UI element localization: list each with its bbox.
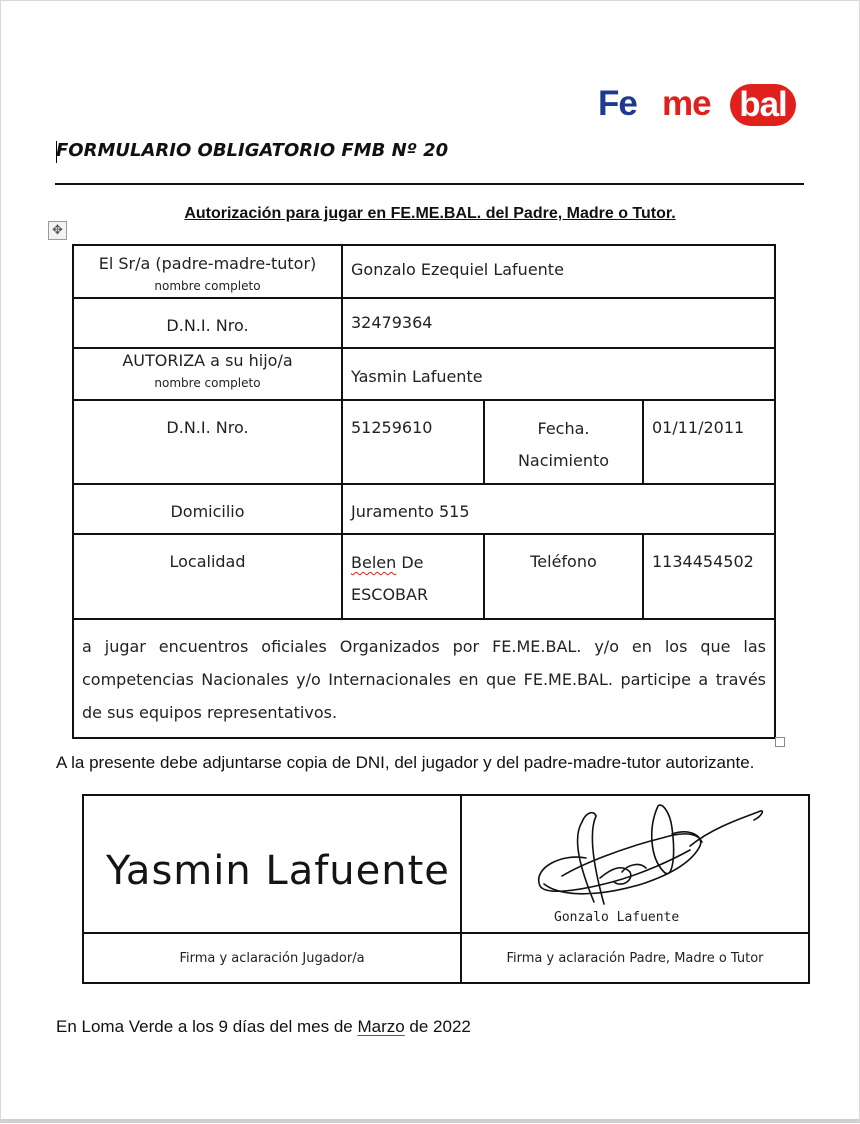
parent-dni-field[interactable]: 32479364 <box>342 298 775 348</box>
parent-signature-name: Gonzalo Lafuente <box>554 910 680 925</box>
child-label-cell <box>73 348 342 400</box>
table-row <box>73 400 775 484</box>
logo-part-bal: bal <box>730 84 796 126</box>
table-row <box>73 245 775 298</box>
authorization-table <box>72 244 776 739</box>
form-subtitle[interactable]: Autorización para jugar en FE.ME.BAL. del Padre, Madre o Tutor. <box>184 205 676 222</box>
birth-label-cell <box>484 400 643 484</box>
locality-field[interactable] <box>342 534 484 619</box>
locality-word-belen: Belen <box>351 553 397 572</box>
address-label: Domicilio <box>73 484 342 534</box>
locality-word-de: De <box>396 553 424 572</box>
phone-label: Teléfono <box>484 534 643 619</box>
child-dni-label: D.N.I. Nro. <box>73 400 342 484</box>
child-sublabel: nombre completo <box>154 376 261 390</box>
table-row <box>73 484 775 534</box>
player-signature: Yasmin Lafuente <box>106 848 450 894</box>
table-row <box>83 795 809 933</box>
dni-note[interactable]: A la presente debe adjuntarse copia de DNI, del jugador y del padre-madre-tutor autorizante. <box>56 753 755 772</box>
closing-month: Marzo <box>357 1017 405 1036</box>
handwritten-signature-icon <box>522 798 792 914</box>
phone-field[interactable]: 1134454502 <box>643 534 775 619</box>
table-row <box>73 534 775 619</box>
player-signature-caption[interactable]: Firma y aclaración Jugador/a <box>83 933 461 983</box>
child-name-field[interactable]: Yasmin Lafuente <box>342 348 775 400</box>
femebal-logo <box>598 80 803 130</box>
parent-dni-label: D.N.I. Nro. <box>73 298 342 348</box>
authorization-paragraph[interactable]: a jugar encuentros oficiales Organizados por FE.ME.BAL. y/o en los que las competencias Nacionales y/o Internacionales en que FE.ME.BAL. participe a través de sus equipos representativos. <box>73 619 775 738</box>
table-move-handle-icon[interactable]: ✥ <box>48 221 67 240</box>
child-dni-field[interactable]: 51259610 <box>342 400 484 484</box>
player-signature-cell[interactable] <box>83 795 461 933</box>
closing-date-line[interactable] <box>56 1017 471 1037</box>
form-title[interactable]: FORMULARIO OBLIGATORIO FMB Nº 20 <box>56 140 449 161</box>
title-rule <box>55 183 804 185</box>
parent-signature-cell[interactable] <box>461 795 809 933</box>
parent-signature-caption[interactable]: Firma y aclaración Padre, Madre o Tutor <box>461 933 809 983</box>
parent-name-field[interactable]: Gonzalo Ezequiel Lafuente <box>342 245 775 298</box>
parent-label-cell <box>73 245 342 298</box>
table-row <box>73 619 775 738</box>
parent-sublabel: nombre completo <box>154 279 261 293</box>
closing-text-before: En Loma Verde a los 9 días del mes de <box>56 1017 358 1036</box>
child-label: AUTORIZA a su hijo/a <box>122 351 293 370</box>
closing-text-after: de 2022 <box>404 1017 471 1036</box>
table-row <box>73 298 775 348</box>
logo-part-fe: Fe <box>598 84 637 123</box>
table-resize-handle[interactable] <box>775 737 785 747</box>
address-field[interactable]: Juramento 515 <box>342 484 775 534</box>
locality-word-escobar: ESCOBAR <box>351 585 429 604</box>
locality-label: Localidad <box>73 534 342 619</box>
table-row <box>73 348 775 400</box>
birth-date-field[interactable]: 01/11/2011 <box>643 400 775 484</box>
table-row <box>83 933 809 983</box>
birth-label-line2: Nacimiento <box>517 451 610 470</box>
signature-table <box>82 794 810 984</box>
parent-label: El Sr/a (padre-madre-tutor) <box>98 254 317 273</box>
birth-label-line1: Fecha. <box>537 419 590 438</box>
logo-part-me: me <box>662 84 711 123</box>
